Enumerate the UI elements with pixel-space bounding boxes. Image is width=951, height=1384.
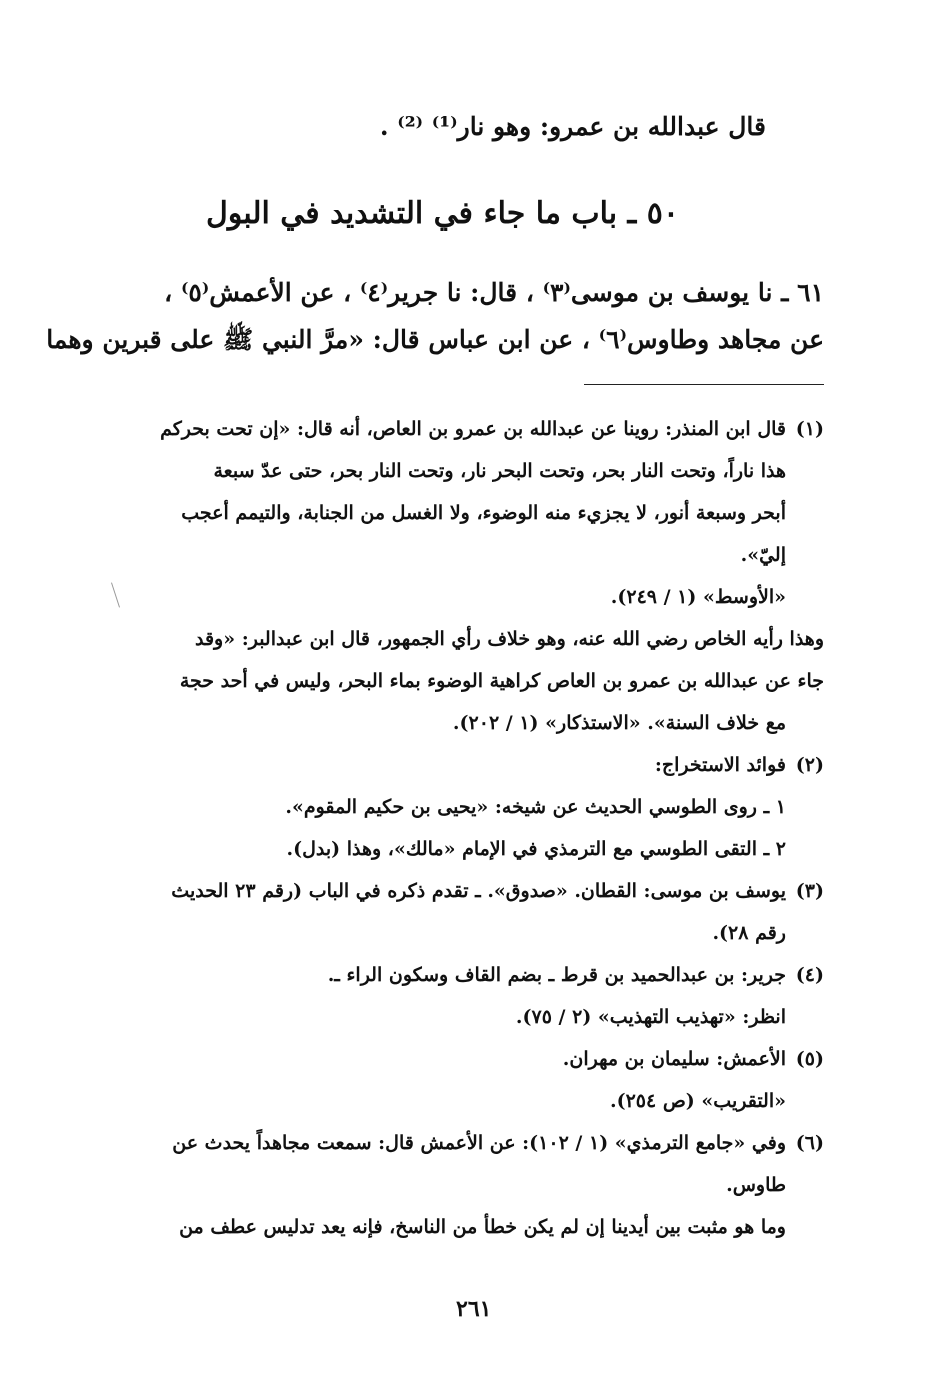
chapter-title: ٥٠ ـ باب ما جاء في التشديد في البول: [206, 196, 679, 231]
footnote-1-line-4: إليّ».: [740, 544, 786, 566]
footnote-1-label: (١): [795, 418, 824, 440]
footnote-4-line-1: جرير: بن عبدالحميد بن قرط ـ بضم القاف وسكون الراء ـ.: [327, 964, 786, 986]
footnote-2-item-2: ٢ ـ التقى الطوسي مع الترمذي في الإمام «مالك»، وهذا (بدل).: [286, 838, 786, 860]
hadith-line-1: ٦١ ـ نا يوسف بن موسى⁽٣⁾ ، قال: نا جرير⁽٤⁾ ، عن الأعمش⁽٥⁾ ،: [164, 278, 824, 307]
footnote-6-label: (٦): [795, 1132, 824, 1154]
footnote-2-label: (٢): [795, 754, 824, 776]
footnote-1-line-1: قال ابن المنذر: روينا عن عبدالله بن عمرو بن العاص، أنه قال: «إن تحت بحركم: [160, 418, 786, 440]
opening-line: قال عبدالله بن عمرو: وهو نار⁽¹⁾ ⁽²⁾ .: [379, 112, 766, 141]
footnote-1-line-3: أبحر وسبعة أنور، لا يجزيء منه الوضوء، ولا الغسل من الجنابة، والتيمم أعجب: [181, 502, 786, 524]
page-number: ٢٦١: [456, 1296, 492, 1322]
footnote-1-paragraph-2-line-2: جاء عن عبدالله بن عمرو بن العاص كراهية الوضوء بماء البحر، وليس في أحد حجة: [179, 670, 824, 692]
footnote-3-line-2: رقم ٢٨).: [712, 922, 786, 944]
footnote-3-line-1: يوسف بن موسى: القطان. «صدوق». ـ تقدم ذكره في الباب (رقم ٢٣ الحديث: [171, 880, 786, 902]
footnote-4-line-2: انظر: «تهذيب التهذيب» (٢ / ٧٥).: [515, 1006, 786, 1028]
footnote-6-line-1: وفي «جامع الترمذي» (١ / ١٠٢): عن الأعمش قال: سمعت مجاهداً يحدث عن: [172, 1132, 786, 1154]
footnote-6-line-2: طاوس.: [726, 1174, 786, 1196]
footnote-2-item-1: ١ ـ روى الطوسي الحديث عن شيخه: «يحيى بن حكيم المقوم».: [285, 796, 786, 818]
footnote-5-line-2: «التقريب» (ص ٢٥٤).: [609, 1090, 786, 1112]
footnote-4-label: (٤): [795, 964, 824, 986]
footnote-1-line-2: هذا ناراً، وتحت النار بحر، وتحت البحر نار، وتحت النار بحر، حتى عدّ سبعة: [213, 460, 786, 482]
footnote-3-label: (٣): [795, 880, 824, 902]
hadith-line-2: عن مجاهد وطاوس⁽٦⁾ ، عن ابن عباس قال: «مرَّ النبي ﷺ على قبرين وهما: [46, 325, 824, 354]
margin-pen-mark: [111, 582, 120, 607]
footnote-5-line-1: الأعمش: سليمان بن مهران.: [562, 1048, 786, 1070]
footnote-6-paragraph-2-line-1: وما هو مثبت بين أيدينا إن لم يكن خطأ من الناسخ، فإنه يعد تدليس عطف من: [179, 1216, 786, 1238]
footnote-1-reference: «الأوسط» (١ / ٢٤٩).: [610, 586, 786, 608]
footnote-5-label: (٥): [795, 1048, 824, 1070]
footnote-separator: [584, 384, 824, 385]
footnote-2-title: فوائد الاستخراج:: [654, 754, 786, 776]
footnote-1-paragraph-2-line-3: مع خلاف السنة». «الاستذكار» (١ / ٢٠٢).: [452, 712, 786, 734]
footnote-1-paragraph-2-line-1: وهذا رأيه الخاص رضي الله عنه، وهو خلاف رأي الجمهور، قال ابن عبدالبر: «وقد: [194, 628, 824, 650]
